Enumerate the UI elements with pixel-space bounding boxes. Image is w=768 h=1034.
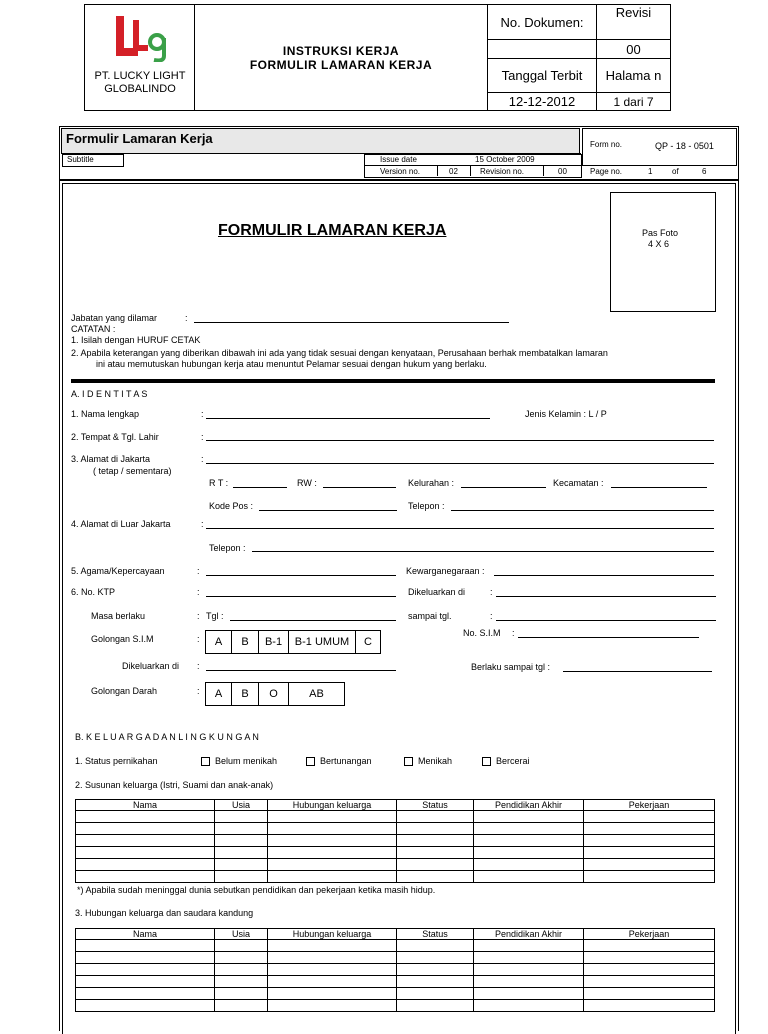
- hubungan-label: 3. Hubungan keluarga dan saudara kandung: [75, 908, 254, 918]
- photo-box: [610, 192, 716, 312]
- tgl-field[interactable]: [230, 620, 396, 621]
- page-label: Page no.: [590, 167, 623, 176]
- no-dokumen-label: No. Dokumen:: [488, 5, 597, 40]
- catatan-item-1: 1. Isilah dengan HURUF CETAK: [71, 335, 201, 345]
- table-row[interactable]: [76, 988, 715, 1000]
- golongan-sim-label: Golongan S.I.M: [91, 634, 154, 644]
- susunan-footnote: *) Apabila sudah meninggal dunia sebutkan pendidikan dan pekerjaan ketika masih hidup.: [77, 885, 436, 895]
- tempat-colon: :: [201, 432, 204, 442]
- golongan-sim-colon: :: [197, 634, 200, 644]
- section-b-heading: B. K E L U A R G A D A N L I N G K U N G A N: [75, 732, 259, 742]
- version-sep-3: [543, 165, 544, 176]
- halaman-label: Halama n: [597, 59, 671, 93]
- page-of: of: [672, 167, 679, 176]
- page-total: 6: [702, 167, 707, 176]
- golongan-darah-colon: :: [197, 686, 200, 696]
- section-divider: [71, 379, 715, 383]
- telepon2-label: Telepon :: [209, 543, 246, 553]
- halaman-value: 1 dari 7: [597, 93, 671, 111]
- jabatan-label: Jabatan yang dilamar: [71, 313, 158, 323]
- agama-colon: :: [197, 566, 200, 576]
- col-usia: Usia: [215, 800, 268, 811]
- sim-option-b1-umum[interactable]: B-1 UMUM: [289, 630, 356, 654]
- form-title: Formulir Lamaran Kerja: [66, 131, 213, 146]
- revisi-value: 00: [597, 40, 671, 59]
- page-value: 1: [648, 167, 653, 176]
- table-row[interactable]: [76, 871, 715, 883]
- revision-label: Revision no.: [480, 167, 525, 176]
- col-pendidikan: Pendidikan Akhir: [474, 929, 584, 940]
- hubungan-table: [75, 928, 715, 1012]
- col-status: Status: [397, 929, 474, 940]
- masa-berlaku-label: Masa berlaku: [91, 611, 146, 621]
- status-menikah-label: Menikah: [418, 756, 453, 766]
- status-bertunangan-label: Bertunangan: [320, 756, 372, 766]
- telepon-label: Telepon :: [408, 501, 445, 511]
- nama-colon: :: [201, 409, 204, 419]
- company-cell: [85, 5, 195, 111]
- status-bercerai-label: Bercerai: [496, 756, 530, 766]
- darah-option-a[interactable]: A: [206, 682, 232, 706]
- table-row[interactable]: [76, 835, 715, 847]
- status-bertunangan[interactable]: [306, 756, 372, 766]
- col-nama: Nama: [76, 800, 215, 811]
- version-label: Version no.: [380, 167, 421, 176]
- version-sep-1: [437, 165, 438, 176]
- alamat-label: 3. Alamat di Jakarta: [71, 454, 151, 464]
- status-label: 1. Status pernikahan: [75, 756, 158, 766]
- col-usia: Usia: [215, 929, 268, 940]
- title-cell: [195, 5, 488, 111]
- jabatan-field[interactable]: [194, 322, 509, 323]
- issue-box-divider: [364, 165, 736, 166]
- susunan-table: [75, 799, 715, 883]
- table-row[interactable]: [76, 952, 715, 964]
- table-header-row: [76, 800, 715, 811]
- darah-option-ab[interactable]: AB: [289, 682, 345, 706]
- alamat-luar-label: 4. Alamat di Luar Jakarta: [71, 519, 171, 529]
- telepon-field[interactable]: [451, 510, 714, 511]
- rt-field[interactable]: [233, 487, 287, 488]
- sim-option-b[interactable]: B: [232, 630, 259, 654]
- doc-title-2: FORMULIR LAMARAN KERJA: [249, 57, 433, 72]
- no-sim-label: No. S.I.M: [463, 628, 501, 638]
- photo-size: 4 X 6: [648, 239, 670, 249]
- revisi-label: Revisi: [597, 5, 671, 40]
- sampai-tgl-colon: :: [490, 611, 493, 621]
- dikeluarkan-di-colon: :: [490, 587, 493, 597]
- nama-label: 1. Nama lengkap: [71, 409, 140, 419]
- col-nama: Nama: [76, 929, 215, 940]
- alamat-colon: :: [201, 454, 204, 464]
- dikeluarkan-di-label: Dikeluarkan di: [408, 587, 466, 597]
- golongan-darah-label: Golongan Darah: [91, 686, 158, 696]
- catatan-label: CATATAN :: [71, 324, 116, 334]
- tempat-label: 2. Tempat & Tgl. Lahir: [71, 432, 159, 442]
- alamat-luar-field[interactable]: [206, 528, 714, 529]
- tanggal-value: 12-12-2012: [488, 93, 597, 111]
- darah-option-b[interactable]: B: [232, 682, 259, 706]
- dikeluarkan-di-field[interactable]: [496, 596, 716, 597]
- status-menikah[interactable]: [404, 756, 452, 766]
- issue-date-label: Issue date: [380, 155, 417, 164]
- sim-option-b1[interactable]: B-1: [259, 630, 289, 654]
- tanggal-label: Tanggal Terbit: [488, 59, 597, 93]
- sim-option-c[interactable]: C: [356, 630, 381, 654]
- jenis-kelamin-label[interactable]: Jenis Kelamin : L / P: [525, 409, 607, 419]
- col-pendidikan: Pendidikan Akhir: [474, 800, 584, 811]
- alamat-luar-colon: :: [201, 519, 204, 529]
- col-pekerjaan: Pekerjaan: [584, 929, 715, 940]
- table-row[interactable]: [76, 811, 715, 823]
- rw-label: RW :: [297, 478, 317, 488]
- main-title: FORMULIR LAMARAN KERJA: [218, 222, 447, 239]
- no-dokumen-value: [488, 40, 597, 59]
- col-status: Status: [397, 800, 474, 811]
- masa-berlaku-colon: :: [197, 611, 200, 621]
- status-belum-menikah[interactable]: [201, 756, 277, 766]
- subtitle-label: Subtitle: [67, 155, 94, 164]
- agama-field[interactable]: [206, 575, 396, 576]
- form-no-value: QP - 18 - 0501: [655, 141, 714, 151]
- col-hubungan: Hubungan keluarga: [268, 929, 397, 940]
- kewarganegaraan-label: Kewarganegaraan :: [406, 566, 485, 576]
- dikeluarkan-di2-label: Dikeluarkan di: [122, 661, 180, 671]
- dikeluarkan-di2-colon: :: [197, 661, 200, 671]
- sim-options: [205, 630, 381, 654]
- rt-label: R T :: [209, 478, 229, 488]
- table-row[interactable]: [76, 964, 715, 976]
- form-no-label: Form no.: [590, 140, 623, 149]
- jabatan-colon: :: [185, 313, 188, 323]
- alamat-sub: ( tetap / sementara): [93, 466, 172, 476]
- ktp-field[interactable]: [206, 596, 396, 597]
- kecamatan-field[interactable]: [611, 487, 707, 488]
- no-sim-field[interactable]: [518, 637, 699, 638]
- berlaku-sampai-label: Berlaku sampai tgl :: [471, 662, 551, 672]
- checkbox-icon: [482, 757, 491, 766]
- kode-pos-label: Kode Pos :: [209, 501, 254, 511]
- revision-value: 00: [558, 167, 567, 176]
- darah-option-o[interactable]: O: [259, 682, 289, 706]
- kewarganegaraan-field[interactable]: [494, 575, 714, 576]
- checkbox-icon: [404, 757, 413, 766]
- table-row[interactable]: [76, 823, 715, 835]
- sim-option-a[interactable]: A: [206, 630, 232, 654]
- kelurahan-label: Kelurahan :: [408, 478, 455, 488]
- table-header-row: [76, 929, 715, 940]
- version-sep-2: [470, 165, 471, 176]
- no-sim-colon: :: [512, 628, 515, 638]
- sampai-tgl-label: sampai tgl.: [408, 611, 452, 621]
- nama-field[interactable]: [206, 418, 490, 419]
- catatan-item-2a: 2. Apabila keterangan yang diberikan dibawah ini ada yang tidak sesuai dengan kenyataan, Perusahaan berhak membatalkan lamaran: [71, 348, 608, 358]
- document-header-table: [84, 4, 671, 111]
- kecamatan-label: Kecamatan :: [553, 478, 604, 488]
- version-value: 02: [449, 167, 458, 176]
- kode-pos-field[interactable]: [259, 510, 397, 511]
- kelurahan-field[interactable]: [461, 487, 546, 488]
- company-name: PT. LUCKY LIGHT GLOBALINDO: [94, 69, 186, 95]
- status-bercerai[interactable]: [482, 756, 530, 766]
- telepon2-field[interactable]: [252, 551, 714, 552]
- alamat-field[interactable]: [206, 463, 714, 464]
- table-row[interactable]: [76, 940, 715, 952]
- photo-label: Pas Foto: [642, 228, 679, 238]
- status-belum-menikah-label: Belum menikah: [215, 756, 278, 766]
- section-a-heading: A. I D E N T I T A S: [71, 389, 148, 399]
- dikeluarkan-di2-field[interactable]: [206, 670, 396, 671]
- tempat-field[interactable]: [206, 440, 714, 441]
- checkbox-icon: [306, 757, 315, 766]
- tgl-label: Tgl :: [206, 611, 224, 621]
- berlaku-sampai-field[interactable]: [563, 671, 712, 672]
- col-hubungan: Hubungan keluarga: [268, 800, 397, 811]
- issue-date-value: 15 October 2009: [475, 155, 535, 164]
- table-row[interactable]: [76, 859, 715, 871]
- table-row[interactable]: [76, 976, 715, 988]
- doc-title-1: INSTRUKSI KERJA: [282, 43, 400, 58]
- darah-options: [205, 682, 345, 706]
- agama-label: 5. Agama/Kepercayaan: [71, 566, 165, 576]
- company-logo-icon: [110, 12, 170, 62]
- col-pekerjaan: Pekerjaan: [584, 800, 715, 811]
- checkbox-icon: [201, 757, 210, 766]
- table-row[interactable]: [76, 847, 715, 859]
- rw-field[interactable]: [323, 487, 396, 488]
- ktp-label: 6. No. KTP: [71, 587, 116, 597]
- table-row[interactable]: [76, 1000, 715, 1012]
- catatan-item-2b: ini atau memutuskan hubungan kerja atau menuntut Pelamar sesuai dengan hukum yang berlaku.: [96, 359, 487, 369]
- sampai-tgl-field[interactable]: [496, 620, 716, 621]
- susunan-label: 2. Susunan keluarga (Istri, Suami dan anak-anak): [75, 780, 274, 790]
- ktp-colon: :: [197, 587, 200, 597]
